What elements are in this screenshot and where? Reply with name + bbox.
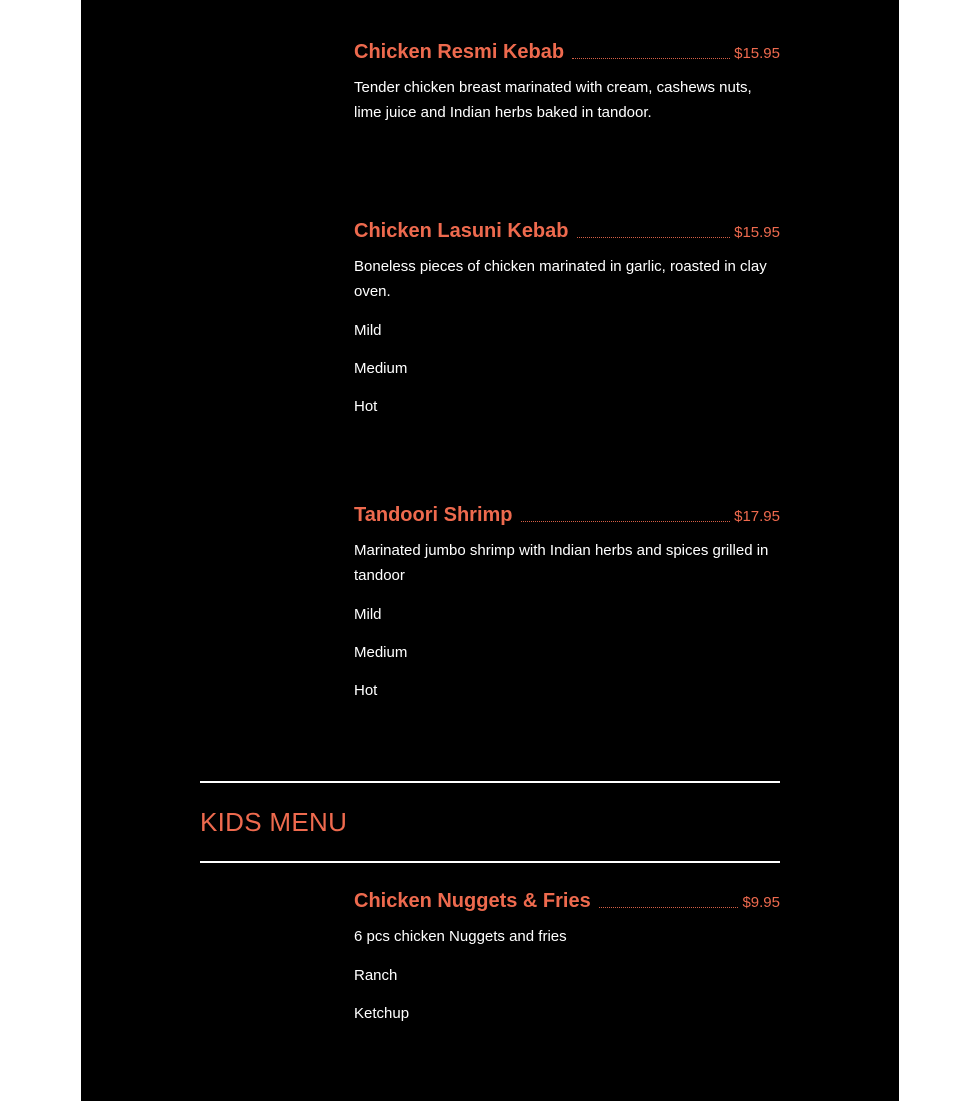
item-header <box>354 885 780 913</box>
menu-item-tandoori-shrimp[interactable] <box>354 499 780 720</box>
menu-panel <box>81 0 899 1101</box>
item-description: Boneless pieces of chicken marinated in garlic, roasted in clay oven. <box>354 258 767 300</box>
item-header <box>354 36 780 64</box>
item-name: Chicken Lasuni Kebab <box>354 220 569 242</box>
item-description: 6 pcs chicken Nuggets and fries <box>354 928 567 945</box>
item-name: Tandoori Shrimp <box>354 504 513 526</box>
item-name: Chicken Nuggets & Fries <box>354 890 591 912</box>
option-mild[interactable]: Mild <box>354 606 382 623</box>
item-price: $17.95 <box>734 508 780 525</box>
option-hot[interactable]: Hot <box>354 398 378 415</box>
item-header <box>354 215 780 243</box>
item-price: $15.95 <box>734 45 780 62</box>
option-ketchup[interactable]: Ketchup <box>354 1005 410 1022</box>
sauce-options <box>354 967 780 1043</box>
menu-item-chicken-resmi-kebab[interactable] <box>354 36 780 125</box>
section-title-kids-menu: KIDS MENU <box>200 807 348 837</box>
section-divider-bottom <box>200 861 780 863</box>
item-description: Marinated jumbo shrimp with Indian herbs and spices grilled in tandoor <box>354 542 769 584</box>
menu-item-chicken-lasuni-kebab[interactable] <box>354 215 780 436</box>
item-header <box>354 499 780 527</box>
menu-item-chicken-nuggets-fries[interactable] <box>354 885 780 1043</box>
item-name: Chicken Resmi Kebab <box>354 41 565 63</box>
option-medium[interactable]: Medium <box>354 644 408 661</box>
item-price: $9.95 <box>742 894 780 911</box>
option-hot[interactable]: Hot <box>354 682 378 699</box>
option-ranch[interactable]: Ranch <box>354 967 398 984</box>
item-price: $15.95 <box>734 224 780 241</box>
dotted-leader <box>599 906 739 908</box>
dotted-leader <box>577 236 731 238</box>
spice-options <box>354 322 780 436</box>
spice-options <box>354 606 780 720</box>
section-divider-top <box>200 781 780 783</box>
dotted-leader <box>572 57 730 59</box>
option-medium[interactable]: Medium <box>354 360 408 377</box>
dotted-leader <box>521 520 731 522</box>
item-description: Tender chicken breast marinated with cream, cashews nuts, lime juice and Indian herbs baked in tandoor. <box>354 79 752 121</box>
option-mild[interactable]: Mild <box>354 322 382 339</box>
